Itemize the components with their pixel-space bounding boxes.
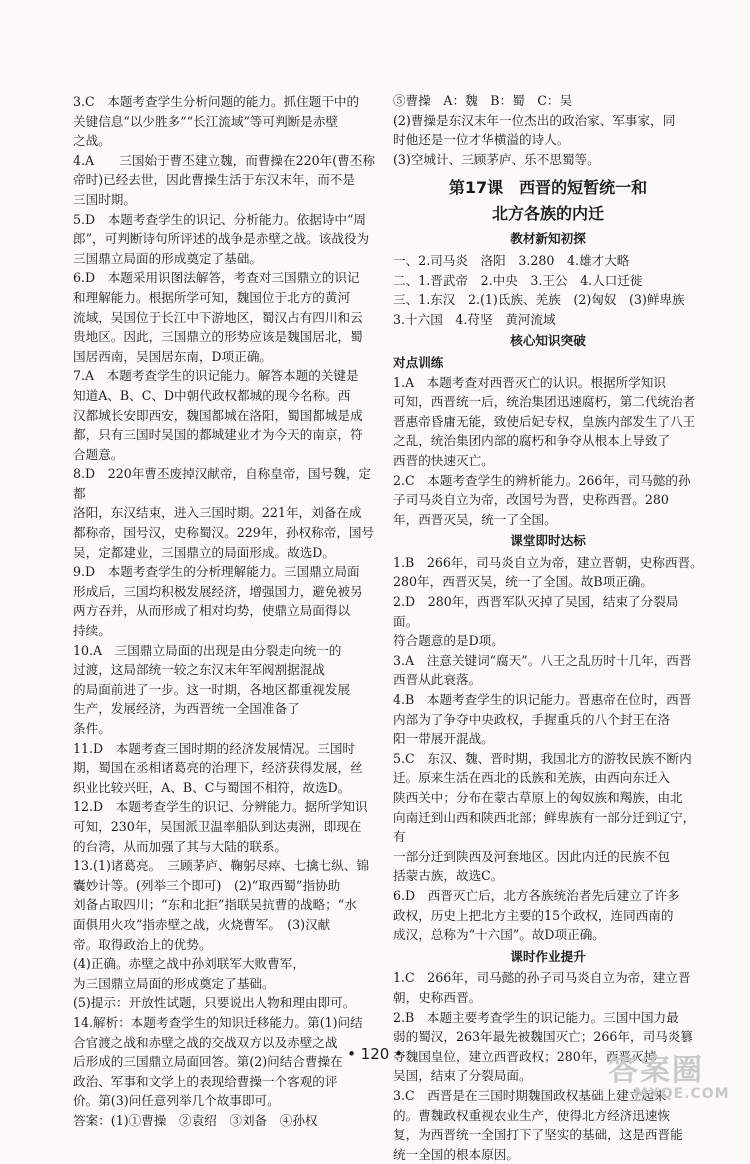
text-line: (4)正确。赤壁之战中孙刘联军大败曹军， bbox=[73, 956, 305, 972]
text-line: 280年，西晋灭吴，统一了全国。故B项正确。 bbox=[393, 574, 653, 590]
text-line: 三国时期。 bbox=[73, 191, 136, 207]
text-line: 生产，发展经济，为西晋统一全国准备了 bbox=[73, 701, 300, 717]
text-line: 织业比较兴旺，A、B、C与蜀国不相符，故选D。 bbox=[73, 779, 351, 795]
text-line: 之战。 bbox=[73, 133, 111, 149]
text-line: 两方吞并，从而形成了相对均势，使鼎立局面得以 bbox=[73, 603, 351, 619]
text-line: 3.C 西晋是在三国时期魏国政权基础上建立起来 bbox=[393, 1087, 667, 1103]
text-line: 12.D 本题考查学生的识记、分辨能力。据所学知识 bbox=[73, 799, 368, 815]
text-line: 子司马炎自立为帝，改国号为晋，史称西晋。280 bbox=[393, 492, 669, 508]
text-line: 期，蜀国在丞相诸葛亮的治理下，经济获得发展，丝 bbox=[73, 760, 363, 776]
lesson-title bbox=[393, 175, 703, 227]
text-line: 合官渡之战和赤壁之战的交战双方以及赤壁之战 bbox=[73, 1034, 338, 1050]
right-column bbox=[393, 91, 703, 1164]
text-line: 年，西晋灭吴，统一了全国。 bbox=[393, 511, 557, 527]
text-line: 刘备占取四川；“东和北拒”指联吴抗曹的战略；“水 bbox=[73, 897, 357, 913]
text-line: 4.B 本题考查学生的识记能力。晋惠帝在位时，西晋 bbox=[393, 692, 692, 708]
text-line: 形成后，三国均积极发展经济，增强国力，避免被另 bbox=[73, 583, 363, 599]
section-title-core: 核心知识突破 bbox=[510, 333, 586, 349]
text-line: (5)提示：开放性试题，只要说出人物和理由即可。 bbox=[73, 995, 356, 1011]
text-line: 1.C 266年，司马懿的孙子司马炎自立为帝，建立晋 bbox=[393, 970, 691, 986]
text-line: 8.D 220年曹丕废掉汉献帝，自称皇帝，国号魏，定都 bbox=[73, 466, 372, 501]
left-column bbox=[73, 92, 383, 1130]
text-line: 郎”，可判断诗句所评述的战争是赤壁之战。该战役为 bbox=[73, 231, 370, 247]
sub1-lines bbox=[393, 373, 703, 530]
text-line: 过渡，这局部统一较之东汉末年军阀割据混战 bbox=[73, 662, 325, 678]
text-line: 的台湾，从而加强了其与大陆的联系。 bbox=[73, 838, 288, 854]
text-line: 西晋从此衰落。 bbox=[393, 672, 482, 688]
text-line: 之乱，统治集团内部的腐朽和争夺从根本上导致了 bbox=[393, 433, 671, 449]
text-line: 复，为西晋统一全国打下了坚实的基础，这是西晋能 bbox=[393, 1127, 683, 1143]
lesson-title-line1: 第17课 西晋的短暂统一和 bbox=[448, 178, 648, 198]
text-line: 贵地区。因此，三国鼎立的形势应该是魏国居北，蜀 bbox=[73, 329, 363, 345]
text-line: (2)曹操是东汉末年一位杰出的政治家、军事家，同 bbox=[393, 112, 676, 128]
text-line: 帝时)已经去世，因此曹操生活于东汉末年，而不是 bbox=[73, 172, 355, 188]
text-line: 国居西南，吴国居东南，D项正确。 bbox=[73, 348, 273, 364]
text-line: 3.C 本题考查学生分析问题的能力。抓住题干中的 bbox=[73, 94, 360, 109]
text-line: 后形成的三国鼎立局面回答。第(2)问结合曹操在 bbox=[73, 1054, 343, 1070]
text-line: 2.B 本题主要考查学生的识记能力。三国中国力最 bbox=[393, 1009, 679, 1025]
text-line: 迁。原来生活在西北的氐族和羌族，由西向东迁入 bbox=[393, 770, 671, 786]
text-line: 时他还是一位才华横溢的诗人。 bbox=[393, 132, 570, 148]
text-line: 的。曹魏政权重视农业生产，使得北方经济迅速恢 bbox=[393, 1107, 671, 1123]
text-line: 可知，230年，吴国派卫温率船队到达夷洲，即现在 bbox=[73, 818, 362, 834]
text-line: 可知，西晋统一后，统治集团迅速腐朽，第二代统治者 bbox=[393, 394, 696, 410]
text-line: 阳一带展开混战。 bbox=[393, 731, 494, 747]
section3-lines bbox=[393, 553, 703, 945]
text-line: 关键信息“以少胜多”“长江流域”等可判断是赤壁 bbox=[73, 113, 339, 129]
text-line: 持续。 bbox=[73, 623, 111, 639]
right-top-lines bbox=[393, 91, 703, 169]
watermark-logo bbox=[608, 1053, 743, 1102]
text-line: 和理解能力。根据所学可知，魏国位于北方的黄河 bbox=[73, 289, 351, 305]
text-line: 1.B 266年，司马炎自立为帝，建立晋朝，史称西晋。 bbox=[393, 554, 703, 570]
text-line: 三、1.东汉 2.(1)氐族、羌族 (2)匈奴 (3)鲜卑族 bbox=[393, 292, 685, 308]
text-line: 的局面前进了一步。这一时期，各地区都重视发展 bbox=[73, 681, 351, 697]
lesson-title-line2: 北方各族的内迁 bbox=[491, 204, 604, 224]
section-title-homework: 课时作业提升 bbox=[510, 948, 586, 964]
text-line: 13.(1)诸葛亮。 三顾茅庐、鞠躬尽瘁、七擒七纵、锦 bbox=[73, 858, 370, 874]
text-line: 4.A 三国始于曹丕建立魏，而曹操在220年(曹丕称 bbox=[73, 152, 375, 168]
text-line: 2.C 本题考查学生的辨析能力。266年，司马懿的孙 bbox=[393, 472, 691, 488]
text-line: 7.A 本题考查学生的识记能力。解答本题的关键是 bbox=[73, 368, 359, 384]
text-line: 成汉，总称为“十六国”。故D项正确。 bbox=[393, 927, 605, 943]
text-line: 政权，历史上把北方主要的15个政权，连同西南的 bbox=[393, 907, 674, 923]
text-line: 夺魏国皇位，建立西晋政权；280年，西晋灭掉 bbox=[393, 1048, 657, 1064]
text-line: 朝，史称西晋。 bbox=[393, 989, 482, 1005]
watermark-url: MXQE.COM bbox=[634, 1086, 730, 1102]
text-line: 括蒙古族，故选C。 bbox=[393, 868, 504, 884]
text-line: 汉都城长安即西安，魏国都城在洛阳，蜀国都城是成 bbox=[73, 407, 363, 423]
section-title-classroom: 课堂即时达标 bbox=[510, 533, 586, 549]
text-line: 都，只有三国时吴国的都城建业才为今天的南京，符 bbox=[73, 427, 363, 443]
text-line: 二、1.晋武帝 2.中央 3.王公 4.人口迁徙 bbox=[393, 272, 643, 288]
text-line: 价。第(3)问任意列举几个故事即可。 bbox=[73, 1093, 280, 1109]
text-line: 1.A 本题考查对西晋灭亡的认识。根据所学知识 bbox=[393, 374, 666, 390]
text-line: 为三国鼎立局面的形成奠定了基础。 bbox=[73, 975, 275, 991]
text-line: 2.D 280年，西晋军队灭掉了吴国，结束了分裂局面。 bbox=[393, 594, 679, 629]
text-line: 5.C 东汉、魏、晋时期，我国北方的游牧民族不断内 bbox=[393, 750, 692, 766]
text-line: 西晋的快速灭亡。 bbox=[393, 452, 494, 468]
text-line: 3.A 注意关键词“腐天”。八王之乱历时十几年，西晋 bbox=[393, 652, 692, 668]
text-line: 答案：(1)①曹操 ②袁绍 ③刘备 ④孙权 bbox=[73, 1112, 318, 1128]
text-line: 晋惠帝昏庸无能，致使后妃专权，皇族内部发生了八王 bbox=[393, 413, 696, 429]
text-line: 11.D 本题考查三国时期的经济发展情况。三国时 bbox=[73, 740, 356, 756]
text-line: 6.D 西晋灭亡后，北方各族统治者先后建立了许多 bbox=[393, 887, 680, 903]
text-line: 洛阳，东汉结束，进入三国时期。221年，刘备在成 bbox=[73, 505, 362, 521]
text-line: 吴，定都建业，三国鼎立的局面形成。故选D。 bbox=[73, 544, 335, 560]
text-line: 一、2.司马炎 洛阳 3.280 4.雄才大略 bbox=[393, 252, 630, 268]
text-line: 9.D 本题考查学生的分析理解能力。三国鼎立局面 bbox=[73, 564, 360, 580]
text-line: 内部为了争夺中央政权，手握重兵的八个封王在洛 bbox=[393, 711, 671, 727]
page-number: • 120 • bbox=[347, 1045, 403, 1063]
watermark-text: 答案圈 bbox=[608, 1053, 704, 1088]
text-line: 统一全国的根本原因。 bbox=[393, 1146, 519, 1162]
text-line: 都称帝，国号汉，史称蜀汉。229年，孙权称帝，国号 bbox=[73, 525, 375, 541]
text-line: (3)空城计、三顾茅庐、乐不思蜀等。 bbox=[393, 151, 600, 167]
text-line: 14.解析：本题考查学生的知识迁移能力。第(1)问结 bbox=[73, 1014, 363, 1030]
text-line: 一部分迁到陕西及河套地区。因此内迁的民族不包 bbox=[393, 848, 671, 864]
text-line: 向南迁到山西和陕西北部；鲜卑族有一部分迁到辽宁，有 bbox=[393, 809, 696, 845]
section-title-textbook: 教材新知初探 bbox=[510, 231, 586, 247]
text-line: 3.十六国 4.苻坚 黄河流域 bbox=[393, 311, 556, 327]
text-line: 吴国，结束了分裂局面。 bbox=[393, 1068, 532, 1084]
text-line: 陕西关中；分布在蒙古草原上的匈奴族和羯族，由北 bbox=[393, 790, 683, 805]
text-line: 6.D 本题采用识图法解答，考查对三国鼎立的识记 bbox=[73, 270, 360, 286]
text-line: 条件。 bbox=[73, 721, 111, 736]
text-line: 囊妙计等。(列举三个即可) (2)“取西蜀”指协助 bbox=[73, 877, 341, 893]
text-line: 流域，吴国位于长江中下游地区，蜀汉占有四川和云 bbox=[73, 309, 363, 325]
text-line: ⑤曹操 A：魏 B：蜀 C：吴 bbox=[393, 93, 573, 108]
text-line: 符合题意的是D项。 bbox=[393, 633, 504, 649]
text-line: 合题意。 bbox=[73, 446, 124, 462]
sub-title-training: 对点训练 bbox=[393, 354, 444, 370]
section1-lines bbox=[393, 251, 703, 329]
text-line: 面俱用火攻”指赤壁之战，火烧曹军。 (3)汉献 bbox=[73, 916, 331, 932]
text-line: 10.A 三国鼎立局面的出现是由分裂走向统一的 bbox=[73, 642, 342, 658]
text-line: 三国鼎立局面的形成奠定了基础。 bbox=[73, 250, 262, 266]
text-line: 帝。取得政治上的优势。 bbox=[73, 936, 212, 952]
text-line: 知道A、B、C、D中朝代政权都城的现今名称。西 bbox=[73, 387, 351, 403]
text-line: 弱的蜀汉，263年最先被魏国灭亡；266年，司马炎篡 bbox=[393, 1029, 693, 1045]
text-line: 政治、军事和文学上的表现给曹操一个客观的评 bbox=[73, 1073, 338, 1089]
text-line: 5.D 本题考查学生的识记、分析能力。依据诗中“周 bbox=[73, 211, 367, 227]
